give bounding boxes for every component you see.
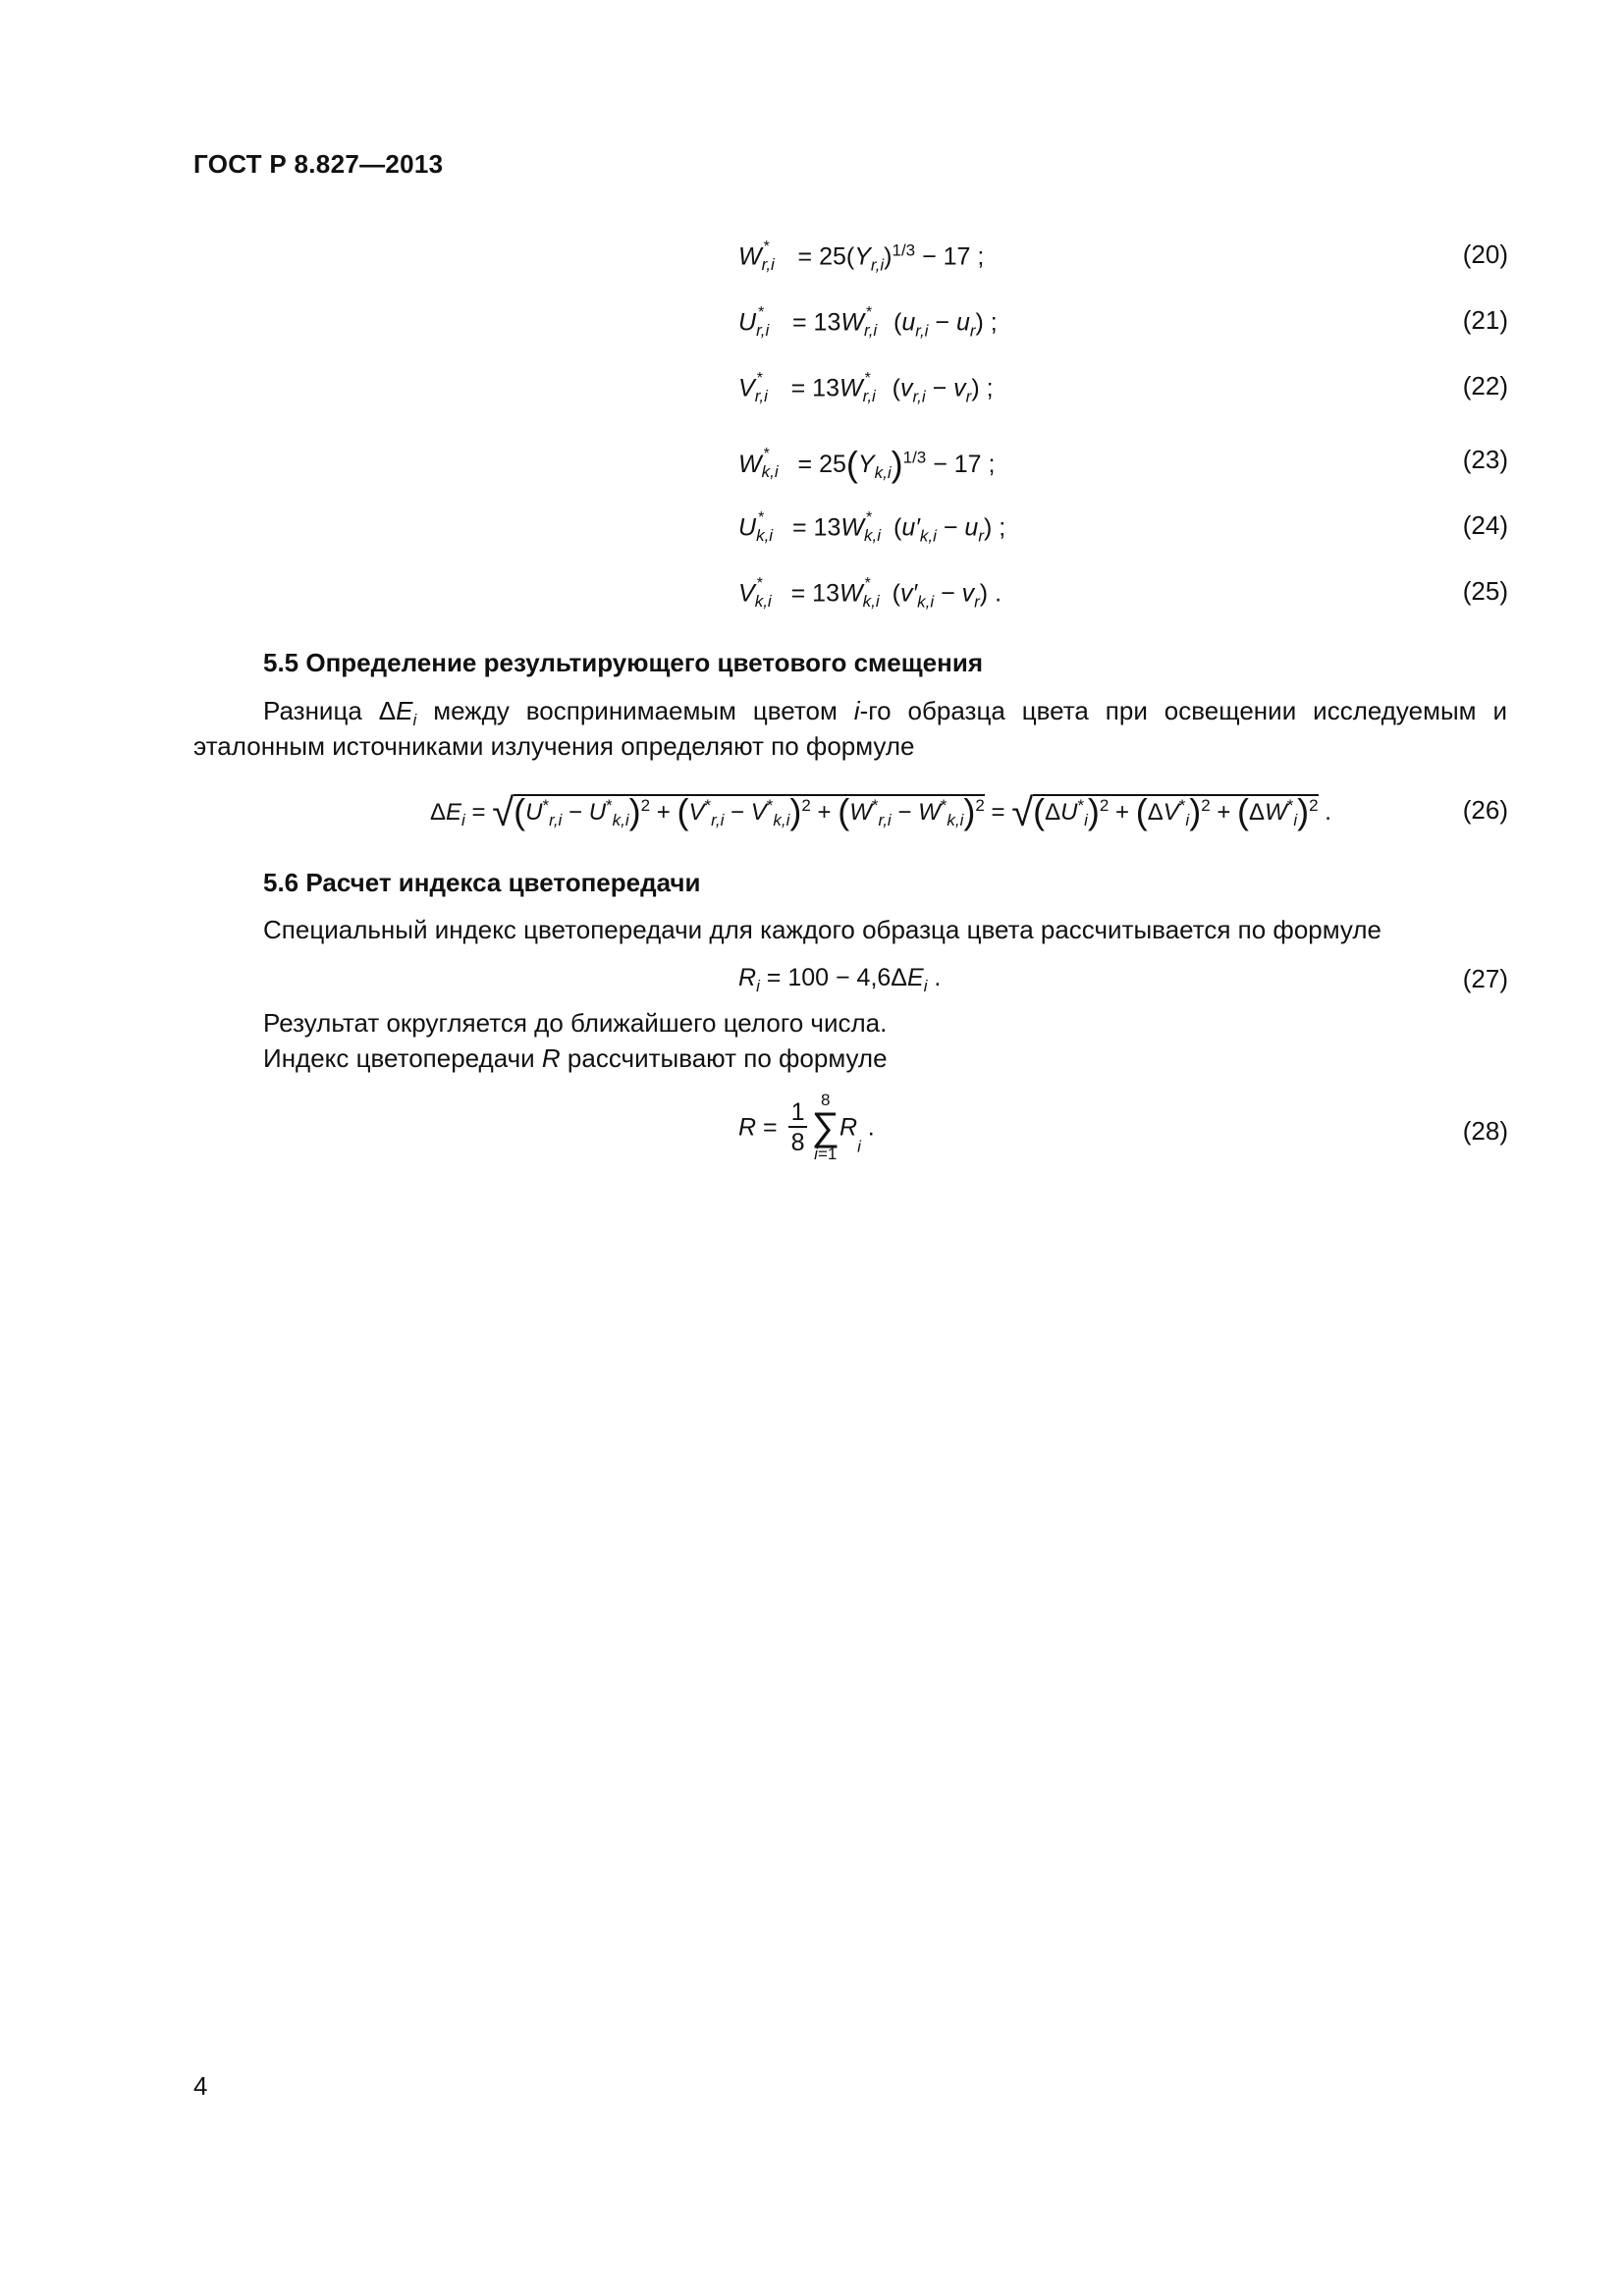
equation-25: V * k,i = 13W * k,i $(v'_{k,i} - v_r)$ . bbox=[738, 575, 1002, 612]
section-title: 5.6 Расчет индекса цветопередачи bbox=[263, 868, 701, 897]
equation-number: (21) bbox=[1462, 305, 1508, 335]
equation-28: R = $\frac{1}{8}$ 8 ∑ i=1 $R_i$ . bbox=[738, 1091, 875, 1163]
equation-number: (23) bbox=[1462, 445, 1508, 474]
equation-22: V * r,i = 13W * r,i $(v_{r,i} - v_r)$ ; bbox=[738, 370, 994, 406]
equation-number: (22) bbox=[1462, 371, 1508, 400]
equation-26: $\Delta E_i = √(U^*_{r,i} - U^*_{k,i})^2 + (V^*_{r,i} - V^*_{k,i})^2 + (W^*_{r,i} - W^*_{k,i})^2 = √(\Delta U^*_i)^2 + (\Delta V^*_i)^2 + (\Delta W^*_i)^2$ . bbox=[430, 791, 1331, 834]
equation-number: (26) bbox=[1462, 795, 1508, 825]
page-number: 4 bbox=[193, 2071, 208, 2101]
document-header: ГОСТ Р 8.827—2013 bbox=[193, 149, 444, 179]
equation-24: U * k,i = 13W * k,i $(u'_{k,i} - u_r)$ ; bbox=[738, 509, 1006, 546]
equation-number: (20) bbox=[1462, 240, 1508, 269]
equation-number: (25) bbox=[1462, 576, 1508, 606]
equation-27: $R_i = 100 - 4,6\Delta E_i$ . bbox=[738, 964, 942, 995]
equation-number: (24) bbox=[1462, 510, 1508, 540]
equation-number: (28) bbox=[1462, 1116, 1508, 1146]
paragraph: Результат округляется до ближайшего целого числа. bbox=[263, 1008, 888, 1038]
paragraph: Индекс цветопередачи R рассчитывают по формуле bbox=[263, 1043, 888, 1073]
equation-number: (27) bbox=[1462, 964, 1508, 993]
equation-20: W * r,i = $25(Y_{r,i})^{1/3} - 17$ ; bbox=[738, 239, 985, 275]
equation-21: U * r,i = 13W * r,i $(u_{r,i} - u_r)$ ; bbox=[738, 304, 998, 341]
equation-23: W * k,i = $25(Y_{k,i})^{1/3} - 17$ ; bbox=[738, 444, 996, 484]
paragraph: Разница $\Delta E_i$ между воспринимаемым цветом i-го образца цвета при освещении исследуемым и эталонным источниками излучения определяют по формуле bbox=[193, 696, 1508, 761]
paragraph: Специальный индекс цветопередачи для каждого образца цвета рассчитывается по формуле bbox=[263, 915, 1381, 944]
section-title: 5.5 Определение результирующего цветового смещения bbox=[263, 648, 984, 677]
